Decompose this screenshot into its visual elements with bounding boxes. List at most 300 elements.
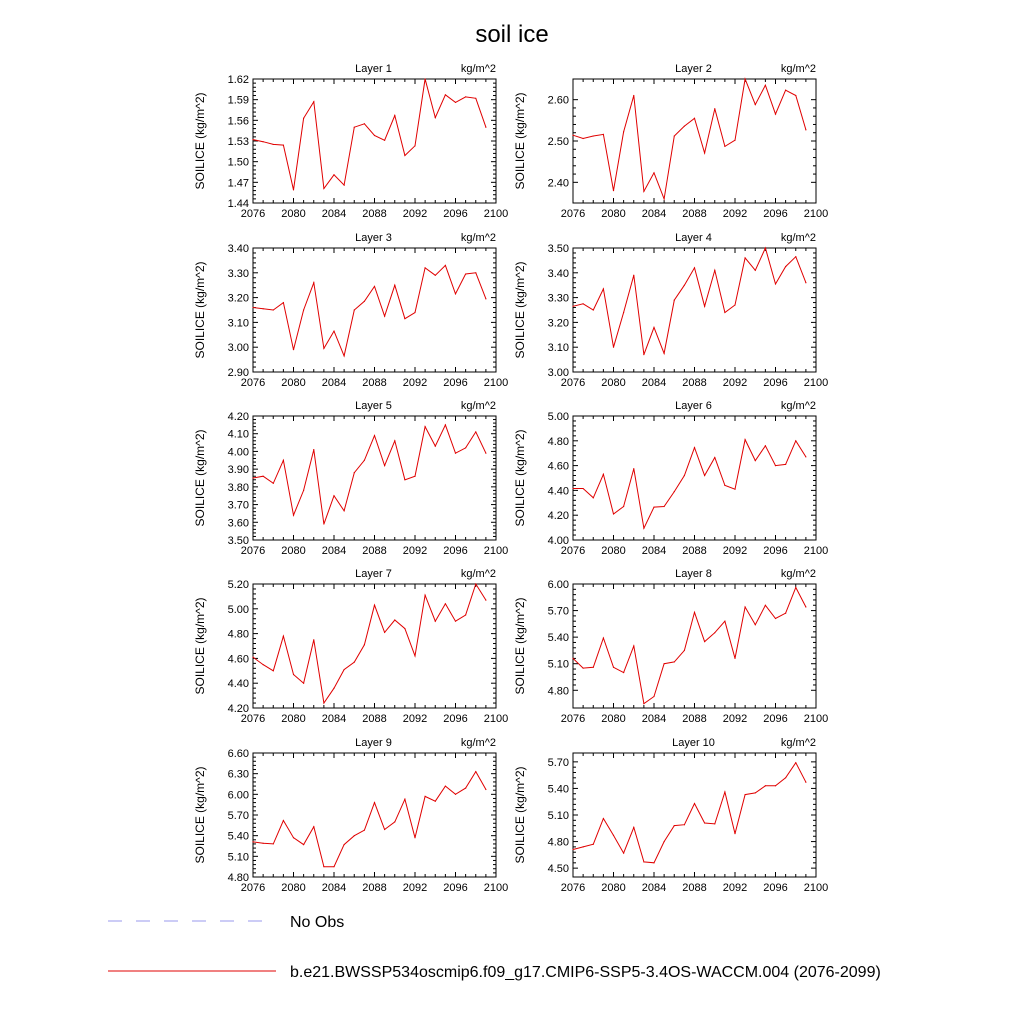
panel-5-x-tick-label: 2084: [321, 545, 347, 557]
panel-3-series-line-model: [253, 265, 486, 356]
panel-3-y-tick-label: 3.20: [227, 292, 249, 305]
panel-8-y-tick-label: 4.80: [547, 685, 569, 698]
panel-5-y-tick-label: 4.20: [227, 411, 249, 423]
panel-5-y-tick-label: 3.90: [227, 464, 249, 477]
panel-2-data-point: [805, 129, 806, 130]
panel-6-x-tick-label: 2088: [682, 545, 707, 557]
panel-10-x-tick-label: 2088: [682, 882, 707, 894]
panel-5-x-tick-label: 2100: [483, 545, 509, 557]
panel-5-data-point: [323, 523, 324, 524]
panel-1-y-tick-label: 1.50: [227, 156, 249, 169]
panel-5-x-tick-label: 2088: [362, 545, 387, 557]
panel-9-data-point: [273, 843, 274, 844]
panel-3-data-point: [445, 265, 446, 266]
panel-2-data-point: [643, 191, 644, 192]
panel-2-series-line-model: [573, 79, 806, 199]
panel-2-data-point: [755, 104, 756, 105]
panel-5-title: Layer 5: [355, 400, 392, 412]
panel-6-data-point: [795, 440, 796, 441]
panel-6-data-point: [745, 439, 746, 440]
panel-5-data-point: [475, 431, 476, 432]
panel-6-y-tick-label: 4.40: [547, 485, 569, 498]
panel-5-y-tick-label: 3.60: [227, 517, 249, 530]
panel-1-x-tick-label: 2076: [240, 208, 266, 220]
panel-5-data-point: [465, 447, 466, 448]
panel-8-data-point: [805, 606, 806, 607]
panel-7-data-point: [414, 655, 415, 656]
panel-6-x-tick-label: 2084: [641, 545, 667, 557]
panel-5-data-point: [445, 424, 446, 425]
panel-6-data-point: [643, 528, 644, 529]
panel-8-plot-frame: [573, 584, 816, 708]
panel-4-data-point: [603, 288, 604, 289]
panel-1-y-tick-label: 1.53: [227, 136, 249, 148]
panel-2-x-tick-label: 2088: [682, 208, 707, 220]
panel-3-data-point: [455, 293, 456, 294]
panel-1-plot-frame: [253, 79, 496, 203]
panel-7-data-point: [374, 604, 375, 605]
panel-10-series-line-model: [573, 763, 806, 863]
panel-5-y-axis-label: SOILICE (kg/m^2): [193, 429, 207, 527]
panel-6-data-point: [653, 507, 654, 508]
panel-4-data-point: [593, 309, 594, 310]
panels: [193, 63, 828, 894]
panel-4-y-tick-label: 3.40: [547, 267, 569, 280]
panel-10-x-tick-label: 2080: [601, 882, 626, 894]
panel-9-data-point: [303, 844, 304, 845]
panel-7-data-point: [263, 664, 264, 665]
panel-4-data-point: [684, 285, 685, 286]
panel-5-data-point: [425, 426, 426, 427]
panel-10-data-point: [714, 823, 715, 824]
panel-9-data-point: [425, 796, 426, 797]
panel-7-x-tick-label: 2088: [362, 713, 387, 725]
panel-6-data-point: [714, 457, 715, 458]
panel-2-y-tick-label: 2.40: [547, 177, 569, 190]
panel-8-data-point: [755, 624, 756, 625]
panel-7-data-point: [404, 628, 405, 629]
panel-2-y-tick-label: 2.60: [547, 94, 569, 107]
panel-7-x-tick-label: 2100: [483, 713, 509, 725]
panel-4-units-label: kg/m^2: [780, 232, 816, 244]
panel-3-data-point: [273, 309, 274, 310]
panel-2-data-point: [775, 114, 776, 115]
panel-5-data-point: [344, 510, 345, 511]
panel-4-data-point: [785, 266, 786, 267]
panel-2-data-point: [674, 135, 675, 136]
panel-3-y-tick-label: 3.10: [227, 317, 249, 330]
panel-2-data-point: [653, 172, 654, 173]
panel-10-x-tick-label: 2076: [560, 882, 586, 894]
legend: [108, 914, 881, 981]
panel-9-y-tick-label: 5.70: [227, 810, 249, 822]
panel-6-x-tick-label: 2096: [763, 545, 788, 557]
panel-9-data-point: [252, 841, 253, 842]
panel-3-data-point: [333, 330, 334, 331]
panel-6-data-point: [694, 447, 695, 448]
panel-6-x-tick-label: 2080: [601, 545, 626, 557]
panel-8-data-point: [653, 696, 654, 697]
panel-8-x-tick-label: 2080: [601, 713, 626, 725]
panel-5-data-point: [374, 435, 375, 436]
panel-5-y-tick-label: 4.00: [227, 446, 249, 459]
panel-9-data-point: [384, 829, 385, 830]
panel-8-data-point: [623, 672, 624, 673]
panel-3-data-point: [252, 307, 253, 308]
panel-6-data-point: [664, 506, 665, 507]
panel-5-data-point: [404, 479, 405, 480]
panel-6-data-point: [623, 506, 624, 507]
panel-4-data-point: [795, 256, 796, 257]
panel-4-x-tick-label: 2092: [722, 377, 748, 389]
panel-2-x-tick-label: 2076: [560, 208, 586, 220]
panel-6-y-tick-label: 4.00: [547, 535, 569, 547]
panel-1-data-point: [394, 115, 395, 116]
panel-2-data-point: [714, 108, 715, 109]
panel-1-x-tick-label: 2096: [443, 208, 468, 220]
panel-2-data-point: [633, 95, 634, 96]
panel-5-y-tick-label: 3.70: [227, 499, 249, 512]
panel-3-data-point: [364, 301, 365, 302]
panel-9-data-point: [374, 802, 375, 803]
panel-3-x-tick-label: 2096: [443, 377, 468, 389]
panel-2-data-point: [785, 90, 786, 91]
panel-10-data-point: [775, 785, 776, 786]
panel-5-x-tick-label: 2092: [402, 545, 428, 557]
panel-2-data-point: [745, 78, 746, 79]
panel-9-y-tick-label: 6.30: [227, 768, 249, 781]
panel-9-data-point: [283, 820, 284, 821]
panel-4-x-tick-label: 2088: [682, 377, 707, 389]
panel-1-data-point: [293, 189, 294, 190]
panel-7-data-point: [252, 657, 253, 658]
panel-8-data-point: [633, 645, 634, 646]
panel-4-plot-frame: [573, 248, 816, 372]
panel-2-data-point: [684, 126, 685, 127]
panel-4-y-tick-label: 3.50: [547, 243, 569, 255]
panel-9-y-tick-label: 6.00: [227, 789, 249, 802]
panel-1-y-tick-label: 1.47: [227, 177, 249, 190]
panel-1-data-point: [252, 139, 253, 140]
panel-7-y-tick-label: 4.40: [227, 678, 249, 691]
panel-10-data-point: [603, 818, 604, 819]
panel-6-units-label: kg/m^2: [780, 400, 816, 412]
panel-9-y-tick-label: 6.60: [227, 748, 249, 760]
panel-4-data-point: [765, 247, 766, 248]
panel-1-x-tick-label: 2088: [362, 208, 387, 220]
panel-5-data-point: [435, 446, 436, 447]
panel-2-data-point: [795, 95, 796, 96]
panel-8-x-tick-label: 2100: [803, 713, 829, 725]
panel-10-data-point: [734, 833, 735, 834]
panel-9-data-point: [354, 835, 355, 836]
panel-3-data-point: [425, 267, 426, 268]
panel-9-y-tick-label: 4.80: [227, 872, 249, 884]
panel-8-data-point: [765, 605, 766, 606]
panel-9-data-point: [263, 843, 264, 844]
panel-1-data-point: [485, 127, 486, 128]
panel-9-data-point: [445, 785, 446, 786]
panel-5-data-point: [384, 465, 385, 466]
panel-3-data-point: [293, 349, 294, 350]
panel-6-data-point: [734, 489, 735, 490]
panel-9-data-point: [455, 794, 456, 795]
panel-10-data-point: [694, 803, 695, 804]
panel-6-x-tick-label: 2100: [803, 545, 829, 557]
panel-2-x-tick-label: 2084: [641, 208, 667, 220]
panel-9-x-tick-label: 2100: [483, 882, 509, 894]
panel-3-data-point: [323, 348, 324, 349]
panel-3-data-point: [354, 309, 355, 310]
panel-5-y-tick-label: 3.50: [227, 535, 249, 547]
panel-8-data-point: [745, 606, 746, 607]
panel-6-data-point: [583, 488, 584, 489]
panel-6-data-point: [684, 475, 685, 476]
panel-7-data-point: [384, 632, 385, 633]
panel-6-y-tick-label: 4.20: [547, 510, 569, 523]
panel-8-data-point: [572, 658, 573, 659]
panel-4-title: Layer 4: [675, 232, 712, 244]
panel-1-data-point: [263, 141, 264, 142]
panel-7-data-point: [313, 639, 314, 640]
panel-5-data-point: [293, 515, 294, 516]
panel-9-data-point: [313, 826, 314, 827]
panel-10-data-point: [613, 835, 614, 836]
panel-1-data-point: [313, 101, 314, 102]
panel-4-data-point: [664, 353, 665, 354]
panel-10-data-point: [572, 849, 573, 850]
panel-3-data-point: [485, 298, 486, 299]
panel-2-data-point: [623, 131, 624, 132]
panel-1-y-tick-label: 1.44: [227, 198, 249, 210]
panel-5-data-point: [333, 495, 334, 496]
panel-5-x-tick-label: 2076: [240, 545, 266, 557]
panel-4-y-tick-label: 3.30: [547, 292, 569, 305]
panel-7-y-axis-label: SOILICE (kg/m^2): [193, 597, 207, 695]
panel-5-data-point: [455, 453, 456, 454]
panel-10-units-label: kg/m^2: [780, 737, 816, 749]
panel-3-data-point: [435, 275, 436, 276]
panel-8-data-point: [684, 650, 685, 651]
panel-3-y-tick-label: 2.90: [227, 367, 249, 379]
panel-1-data-point: [344, 184, 345, 185]
panel-7-data-point: [283, 635, 284, 636]
panel-6-data-point: [572, 488, 573, 489]
panel-8-data-point: [714, 632, 715, 633]
panel-4-data-point: [714, 270, 715, 271]
panel-10-x-tick-label: 2092: [722, 882, 748, 894]
panel-6-title: Layer 6: [675, 400, 712, 412]
panel-1-data-point: [323, 188, 324, 189]
panel-2-data-point: [765, 85, 766, 86]
panel-2-x-tick-label: 2096: [763, 208, 788, 220]
panel-4-data-point: [745, 257, 746, 258]
panel-7-data-point: [425, 595, 426, 596]
panel-3-data-point: [303, 309, 304, 310]
panel-6-data-point: [613, 513, 614, 514]
panel-4-y-tick-label: 3.00: [547, 367, 569, 379]
panel-9-x-tick-label: 2096: [443, 882, 468, 894]
panel-6-x-tick-label: 2076: [560, 545, 586, 557]
panel-5-series-line-model: [253, 425, 486, 524]
panel-6-plot-frame: [573, 416, 816, 540]
panel-9-title: Layer 9: [355, 737, 392, 749]
panel-3-x-tick-label: 2080: [281, 377, 306, 389]
panel-8-x-tick-label: 2096: [763, 713, 788, 725]
panel-8-data-point: [674, 661, 675, 662]
panel-1-series-line-model: [253, 79, 486, 190]
panel-6-y-tick-label: 4.60: [547, 460, 569, 473]
panel-9-data-point: [414, 837, 415, 838]
panel-7-data-point: [354, 662, 355, 663]
panel-5-data-point: [252, 477, 253, 478]
panel-10-data-point: [593, 844, 594, 845]
panel-7-x-tick-label: 2092: [402, 713, 428, 725]
panel-9-y-tick-label: 5.10: [227, 851, 249, 864]
panel-5-data-point: [414, 476, 415, 477]
panel-4-x-tick-label: 2084: [641, 377, 667, 389]
panel-1-data-point: [374, 135, 375, 136]
panel-7-data-point: [475, 583, 476, 584]
panel-7-x-tick-label: 2076: [240, 713, 266, 725]
panel-7-units-label: kg/m^2: [460, 568, 496, 580]
panel-2-data-point: [613, 190, 614, 191]
panel-1-data-point: [455, 102, 456, 103]
panel-5-data-point: [354, 472, 355, 473]
panel-7-data-point: [323, 702, 324, 703]
panel-5-data-point: [303, 490, 304, 491]
panel-1-x-tick-label: 2100: [483, 208, 509, 220]
panel-10-data-point: [745, 794, 746, 795]
panel-2-data-point: [664, 198, 665, 199]
panel-10-data-point: [724, 791, 725, 792]
panel-1-data-point: [303, 118, 304, 119]
panel-8-series-line-model: [573, 588, 806, 704]
panel-4-data-point: [755, 270, 756, 271]
panel-1-data-point: [384, 140, 385, 141]
panel-3-data-point: [374, 286, 375, 287]
panel-2-data-point: [572, 135, 573, 136]
panel-1-data-point: [364, 123, 365, 124]
panel-6-y-tick-label: 4.80: [547, 435, 569, 448]
panel-6-data-point: [724, 485, 725, 486]
panel-2-y-axis-label: SOILICE (kg/m^2): [513, 92, 527, 190]
panel-10-data-point: [583, 846, 584, 847]
panel-10-data-point: [795, 762, 796, 763]
panel-8-y-tick-label: 5.40: [547, 632, 569, 645]
panel-1-y-tick-label: 1.59: [227, 94, 249, 107]
panel-10-data-point: [653, 862, 654, 863]
panel-2-y-tick-label: 2.50: [547, 136, 569, 148]
panel-3-data-point: [283, 302, 284, 303]
panel-4-data-point: [724, 312, 725, 313]
panel-10-data-point: [785, 777, 786, 778]
panel-8-units-label: kg/m^2: [780, 568, 816, 580]
panel-10-data-point: [704, 822, 705, 823]
panel-7-y-tick-label: 4.20: [227, 703, 249, 715]
panel-5-data-point: [394, 440, 395, 441]
panel-7-y-tick-label: 5.00: [227, 603, 249, 616]
panel-7-data-point: [485, 600, 486, 601]
panel-4-x-tick-label: 2100: [803, 377, 829, 389]
panel-8-y-tick-label: 5.70: [547, 605, 569, 618]
panel-1-data-point: [465, 96, 466, 97]
panel-10-data-point: [664, 841, 665, 842]
panel-8-data-point: [724, 621, 725, 622]
panel-6-data-point: [765, 445, 766, 446]
panel-4-data-point: [674, 299, 675, 300]
panel-8-data-point: [785, 613, 786, 614]
panel-4-y-tick-label: 3.10: [547, 342, 569, 355]
panel-9-data-point: [333, 866, 334, 867]
panel-5-data-point: [313, 449, 314, 450]
legend-model-label: b.e21.BWSSP534oscmip6.f09_g17.CMIP6-SSP5-3.4OS-WACCM.004 (2076-2099): [290, 964, 881, 981]
panel-3-y-tick-label: 3.00: [227, 342, 249, 355]
panel-3-x-tick-label: 2088: [362, 377, 387, 389]
panel-7-data-point: [445, 603, 446, 604]
panel-3-title: Layer 3: [355, 232, 392, 244]
panel-2-data-point: [704, 152, 705, 153]
panel-3-x-tick-label: 2084: [321, 377, 347, 389]
panel-4-data-point: [704, 306, 705, 307]
panel-3-data-point: [414, 312, 415, 313]
panel-10-x-tick-label: 2100: [803, 882, 829, 894]
panel-7-data-point: [293, 674, 294, 675]
panel-7-y-tick-label: 5.20: [227, 579, 249, 591]
panel-6-data-point: [704, 475, 705, 476]
panel-1-units-label: kg/m^2: [460, 63, 496, 75]
panel-7-data-point: [394, 619, 395, 620]
panel-4-data-point: [623, 312, 624, 313]
panel-5-data-point: [364, 460, 365, 461]
panel-10-y-axis-label: SOILICE (kg/m^2): [513, 766, 527, 864]
panel-1-data-point: [445, 94, 446, 95]
panel-3-plot-frame: [253, 248, 496, 372]
panel-2-plot-frame: [573, 79, 816, 203]
panel-2-data-point: [724, 146, 725, 147]
panel-1-y-axis-label: SOILICE (kg/m^2): [193, 92, 207, 190]
panel-4-data-point: [633, 275, 634, 276]
panel-3-x-tick-label: 2092: [402, 377, 428, 389]
panel-7-data-point: [455, 621, 456, 622]
panel-4-x-tick-label: 2076: [560, 377, 586, 389]
panel-5-data-point: [263, 476, 264, 477]
panel-1-y-tick-label: 1.56: [227, 115, 249, 128]
panel-8-data-point: [775, 618, 776, 619]
panel-4-data-point: [775, 283, 776, 284]
panel-7-x-tick-label: 2080: [281, 713, 306, 725]
panel-6-series-line-model: [573, 440, 806, 529]
panel-9-data-point: [475, 771, 476, 772]
panel-7-y-tick-label: 4.60: [227, 653, 249, 666]
panel-10-x-tick-label: 2084: [641, 882, 667, 894]
panel-3-y-tick-label: 3.40: [227, 243, 249, 255]
panel-9-data-point: [404, 799, 405, 800]
panel-4-y-tick-label: 3.20: [547, 317, 569, 330]
panel-2-x-tick-label: 2080: [601, 208, 626, 220]
panel-10-data-point: [765, 785, 766, 786]
panel-7-data-point: [333, 688, 334, 689]
panel-10-y-tick-label: 4.50: [547, 863, 569, 876]
panel-10-data-point: [633, 827, 634, 828]
panel-9-series-line-model: [253, 772, 486, 867]
panel-9-x-tick-label: 2076: [240, 882, 266, 894]
panel-7-data-point: [465, 614, 466, 615]
panel-1-data-point: [333, 174, 334, 175]
panel-8-data-point: [795, 587, 796, 588]
panel-6-data-point: [785, 464, 786, 465]
panel-2-data-point: [603, 134, 604, 135]
